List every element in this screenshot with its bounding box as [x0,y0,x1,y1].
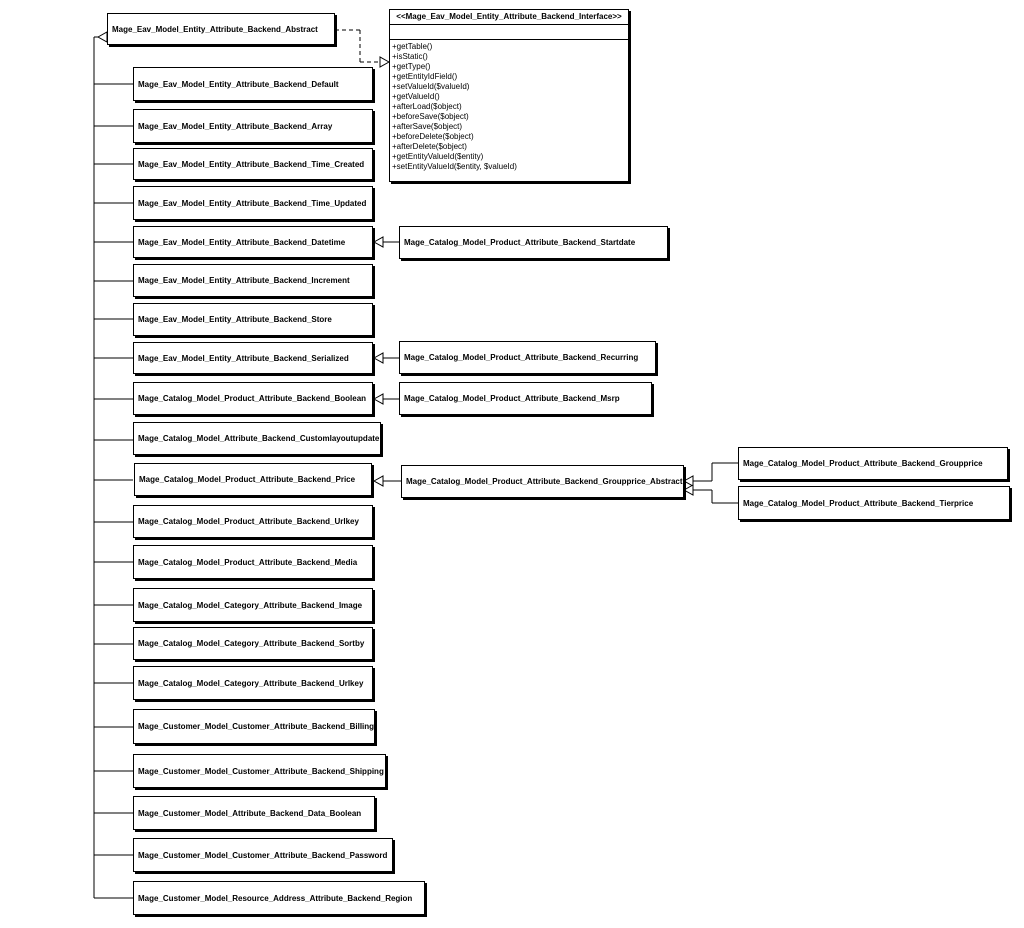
operation: +getEntityValueId($entity) [392,152,484,161]
inheritance-arrowhead [374,394,383,404]
interface-operations [390,40,628,172]
interface-name: <<Mage_Eav_Model_Entity_Attribute_Backend_Interface>> [390,10,628,25]
operation: +isStatic() [392,52,428,61]
operation: +getEntityIdField() [392,72,458,81]
realization-arrowhead [380,57,389,67]
class-box: Mage_Catalog_Model_Category_Attribute_Backend_Urlkey [133,666,373,700]
operation: +setValueId($valueId) [392,82,470,91]
class-box: Mage_Catalog_Model_Product_Attribute_Backend_Boolean [133,382,373,415]
operation: +afterLoad($object) [392,102,462,111]
class-box: Mage_Catalog_Model_Product_Attribute_Backend_Startdate [399,226,668,259]
class-box: Mage_Eav_Model_Entity_Attribute_Backend_Serialized [133,342,373,374]
operation: +beforeSave($object) [392,112,469,121]
class-box: Mage_Catalog_Model_Attribute_Backend_Customlayoutupdate [133,422,381,455]
class-box: Mage_Catalog_Model_Product_Attribute_Backend_Urlkey [133,505,373,538]
operation: +getType() [392,62,431,71]
abstract-class-box: Mage_Eav_Model_Entity_Attribute_Backend_Abstract [107,13,335,45]
class-box: Mage_Customer_Model_Customer_Attribute_Backend_Billing [133,709,375,744]
class-box: Mage_Catalog_Model_Product_Attribute_Backend_Tierprice [738,486,1010,520]
inheritance-arrowhead [374,353,383,363]
class-box: Mage_Eav_Model_Entity_Attribute_Backend_Array [133,109,373,143]
inheritance-arrowhead [374,476,383,486]
inheritance-arrowhead [98,32,107,42]
class-box: Mage_Catalog_Model_Product_Attribute_Backend_Groupprice [738,447,1008,480]
operation: +afterDelete($object) [392,142,467,151]
class-box: Mage_Catalog_Model_Category_Attribute_Backend_Sortby [133,627,373,660]
operation: +setEntityValueId($entity, $valueId) [392,162,517,171]
operation: +beforeDelete($object) [392,132,474,141]
interface-box [389,9,629,182]
class-box: Mage_Customer_Model_Customer_Attribute_Backend_Shipping [133,754,386,788]
class-box: Mage_Customer_Model_Resource_Address_Attribute_Backend_Region [133,881,425,915]
class-box: Mage_Eav_Model_Entity_Attribute_Backend_Increment [133,264,373,297]
class-box: Mage_Catalog_Model_Category_Attribute_Backend_Image [133,588,373,622]
class-box: Mage_Catalog_Model_Product_Attribute_Backend_Groupprice_Abstract [401,465,684,498]
class-box: Mage_Customer_Model_Attribute_Backend_Data_Boolean [133,796,375,830]
class-box: Mage_Eav_Model_Entity_Attribute_Backend_Default [133,67,373,101]
class-box: Mage_Eav_Model_Entity_Attribute_Backend_Datetime [133,226,373,258]
class-box: Mage_Eav_Model_Entity_Attribute_Backend_Store [133,303,373,336]
class-box: Mage_Catalog_Model_Product_Attribute_Backend_Media [133,545,373,579]
class-box: Mage_Eav_Model_Entity_Attribute_Backend_Time_Updated [133,186,373,220]
class-box: Mage_Catalog_Model_Product_Attribute_Backend_Msrp [399,382,652,415]
operation: +afterSave($object) [392,122,463,131]
inheritance-arrowhead [684,485,693,495]
operation: +getValueId() [392,92,440,101]
class-box: Mage_Eav_Model_Entity_Attribute_Backend_Time_Created [133,148,373,180]
class-box: Mage_Catalog_Model_Product_Attribute_Backend_Recurring [399,341,656,374]
interface-attributes-section [390,25,628,40]
inheritance-arrowhead [374,237,383,247]
operation: +getTable() [392,42,433,51]
class-box: Mage_Catalog_Model_Product_Attribute_Backend_Price [134,463,372,496]
class-box: Mage_Customer_Model_Customer_Attribute_Backend_Password [133,838,393,872]
inheritance-arrowhead [684,476,693,486]
